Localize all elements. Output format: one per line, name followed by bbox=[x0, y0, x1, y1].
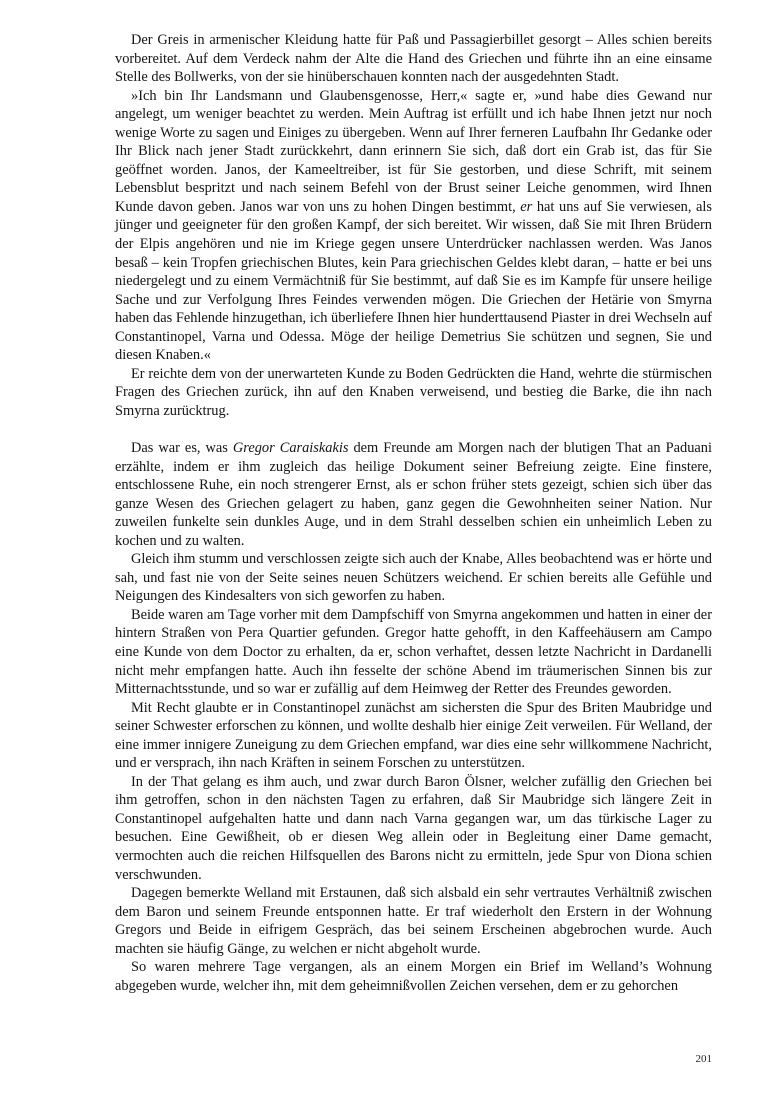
paragraph-2-emphasis: er bbox=[520, 198, 533, 215]
paragraph-4 bbox=[115, 439, 712, 550]
paragraph-5: Gleich ihm stumm und verschlossen zeigte sich auch der Knabe, Alles beobachtend was er hörte und sah, und fast nie von der Seite seines neuen Schützers weichend. Er schien bereits alle Gefühle und Neigungen des Kindesalters von sich geworfen zu haben. bbox=[115, 551, 712, 605]
page-number: 201 bbox=[695, 1053, 712, 1065]
paragraph-2-text-b: hat uns auf Sie verwiesen, als jünger und geeigneter für den großen Kampf, der sich bereitet. Wir wissen, daß Sie mit Ihren Brüdern der Elpis angehören und nie im Kriege gegen unsere Unterdrücker nachlassen werden. Was Janos besaß – kein Tropfen griechischen Blutes, kein Para griechischen Geldes klebt daran, – hatte er bei uns niedergelegt und zu einem Vermächtniß für Sie bestimmt, auf daß Sie es im Kampfe für unsere heilige Sache und zur Verfolgung Ihres Feindes verwenden mögen. Die Griechen der Hetärie von Smyrna haben das Fehlende hinzugethan, ich überliefere Ihnen hier hunderttausend Piaster in drei Wechseln auf Constantinopel, Varna und Odessa. Möge der heilige Demetrius Sie schützen und segnen, Sie und diesen Knaben.« bbox=[115, 198, 712, 364]
page-text bbox=[115, 31, 712, 995]
paragraph-10: So waren mehrere Tage vergangen, als an einem Morgen ein Brief im Welland’s Wohnung abgegeben wurde, welcher ihn, mit dem geheimnißvollen Zeichen versehen, dem er zu gehorchen bbox=[115, 959, 712, 994]
paragraph-2-text-a: »Ich bin Ihr Landsmann und Glaubensgenosse, Herr,« sagte er, »und habe dies Gewand nur angelegt, um weniger beachtet zu werden. Mein Auftrag ist erfüllt und ich habe Ihnen jetzt nur noch wenige Worte zu sagen und Einiges zu übergeben. Wenn auf Ihrer ferneren Laufbahn Ihr Gedanke oder Ihr Blick nach jener Stadt zurückkehrt, dann erinnern Sie sich, daß dort ein Grab ist, das für Sie geöffnet worden. Janos, der Kameeltreiber, ist für Sie gestorben, und diese Schrift, mit seinem Lebensblut bespritzt und nach seinem Befehl von der Brust seiner Leiche genommen, wird Ihnen Kunde davon geben. Janos war von uns zu hohen Dingen bestimmt, bbox=[115, 87, 712, 215]
paragraph-4-text-a: Das war es, was bbox=[131, 439, 233, 456]
paragraph-9: Dagegen bemerkte Welland mit Erstaunen, daß sich alsbald ein sehr vertrautes Verhältniß zwischen dem Baron und seinem Freunde entsponnen hatte. Er traf wiederholt den Erstern in der Wohnung Gregors und Beide in eifrigem Gespräch, das bei seinem Erscheinen abgebrochen wurde. Auch machten sie häufig Gänge, zu welchen er nicht abgeholt wurde. bbox=[115, 885, 712, 957]
paragraph-1: Der Greis in armenischer Kleidung hatte für Paß und Passagierbillet gesorgt – Alles schien bereits vorbereitet. Auf dem Verdeck nahm der Alte die Hand des Griechen und führte ihn an eine einsame Stelle des Bollwerks, von der sie hinüberschauen konnten nach der ausgedehnten Stadt. bbox=[115, 32, 712, 86]
paragraph-8: In der That gelang es ihm auch, und zwar durch Baron Ölsner, welcher zufällig den Griechen bei ihm getroffen, schon in den nächsten Tagen zu erfahren, daß Sir Maubridge sich längere Zeit in Constantinopel aufgehalten hatte und dann nach Varna gegangen war, um das türkische Lager zu besuchen. Eine Gewißheit, ob er diesen Weg allein oder in Begleitung einer Dame gemacht, vermochten auch die reichen Hilfsquellen des Barons nicht zu ermitteln, jede Spur von Diona schien verschwunden. bbox=[115, 773, 712, 883]
paragraph-2 bbox=[115, 87, 712, 365]
paragraph-7: Mit Recht glaubte er in Constantinopel zunächst am sichersten die Spur des Briten Maubridge und seiner Schwester erforschen zu können, und wollte deshalb hier einige Zeit verweilen. Für Welland, der eine immer innigere Zuneigung zu dem Griechen empfand, war dies eine sehr willkommene Nachricht, und er versprach, ihn nach Kräften in seinem Forschen zu unterstützen. bbox=[115, 699, 712, 772]
paragraph-4-text-b: dem Freunde am Morgen nach der blutigen That an Paduani erzählte, indem er ihm zugleich das heilige Dokument seiner Befreiung zeigte. Eine finstere, entschlossene Ruhe, ein noch strengerer Ernst, als er schon früher stets gezeigt, schien sich über das ganze Wesen des Griechen gelagert zu haben, ganz gegen die Gewohnheiten seiner Nation. Nur zuweilen funkelte sein dunkles Auge, und in dem Strahl desselben schien ein unheimlich Leben zu kochen und zu walten. bbox=[115, 439, 712, 549]
paragraph-4-emphasis: Gregor Caraiskakis bbox=[232, 439, 349, 456]
paragraph-6: Beide waren am Tage vorher mit dem Dampfschiff von Smyrna angekommen und hatten in einer der hintern Straßen von Pera Quartier gefunden. Gregor hatte gehofft, in den Kaffeehäusern am Campo eine Kunde von dem Doctor zu erhalten, da er, schon verhaftet, dessen letzte Nachricht in Dardanelli nicht mehr empfangen hatte. Auch ihn fesselte der schöne Abend im träumerischen Sinnen bis zur Mitternachtsstunde, und so war er zufällig auf dem Heimweg der Retter des Freundes geworden. bbox=[115, 606, 712, 698]
paragraph-3: Er reichte dem von der unerwarteten Kunde zu Boden Gedrückten die Hand, wehrte die stürmischen Fragen des Griechen zurück, ihn auf den Knaben verweisend, und bestieg die Barke, die ihn nach Smyrna zurücktrug. bbox=[115, 365, 712, 419]
